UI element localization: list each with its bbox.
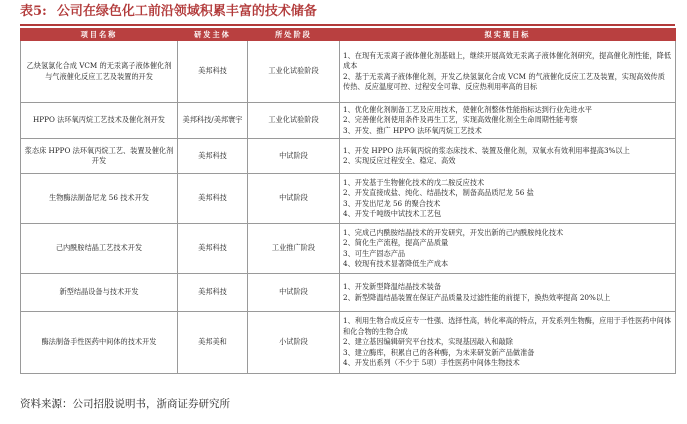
- goal-cell: [340, 103, 676, 139]
- goal-item: 1、开发 HPPO 法环氧丙烷的浆态床技术、装置及催化剂，双氧水有效利用率提高3%以上: [343, 145, 630, 155]
- table-number-label: 表5:: [20, 4, 47, 19]
- goal-cell: [340, 224, 676, 274]
- stage-cell: 工业化试验阶段: [248, 41, 340, 103]
- goal-item: 4、较现有技术显著降低生产成本: [343, 259, 449, 268]
- stage-cell: 中试阶段: [248, 139, 340, 174]
- column-header-project-name: 项目名称: [21, 29, 178, 41]
- goal-item: 1、在现有无汞离子液体催化剂基础上，继续开展高效无汞离子液体催化剂研究，提高催化剂性能，降低成本: [343, 50, 672, 70]
- table-row: [21, 174, 676, 224]
- tech-reserve-table: [20, 28, 676, 374]
- goal-item: 1、利用生物合成反应专一性强、选择性高，转化率高的特点，开发系列生物酶，应用于手性医药中间体和化合物的生物合成: [343, 316, 672, 336]
- rd-entity-cell: 美邦科技: [178, 224, 248, 274]
- table-title: [20, 2, 675, 22]
- column-header-rd-entity: 研发主体: [178, 29, 248, 41]
- table-title-bar: [20, 2, 675, 26]
- rd-entity-cell: 美邦科技: [178, 139, 248, 174]
- goal-item: 3、建立酶库，积累自己的各种酶，为未来研发新产品做准备: [343, 347, 535, 357]
- rd-entity-cell: 美邦科技: [178, 41, 248, 103]
- goal-item: 1、开发基于生物催化技术的戊二胺反应技术: [343, 177, 485, 187]
- goal-item: 4、开发千吨级中试技术工艺包: [343, 209, 442, 218]
- goal-item: 2、新型降温结晶装置在保证产品质量及过滤性能的前提下，换热效率提高 20%以上: [343, 292, 611, 302]
- project-name-cell: 浆态床 HPPO 法环氧丙烷工艺、装置及催化剂开发: [21, 139, 178, 174]
- goal-item: 2、实现反应过程安全、稳定、高效: [343, 156, 456, 165]
- goal-item: 1、优化催化剂制备工艺及应用技术，使催化剂整体性能指标达到行业先进水平: [343, 104, 592, 114]
- goal-item: 2、建立基因编辑研究平台技术，实现基因敲入和敲除: [343, 337, 513, 347]
- project-name-cell: 新型结晶设备与技术开发: [21, 274, 178, 312]
- column-header-goal: 拟实现目标: [340, 29, 676, 41]
- goal-cell: [340, 41, 676, 103]
- stage-cell: 小试阶段: [248, 312, 340, 374]
- goal-item: 3、开发、推广 HPPO 法环氧丙烷工艺技术: [343, 125, 482, 135]
- goal-cell: [340, 174, 676, 224]
- table-row: [21, 274, 676, 312]
- goal-item: 3、可生产固态产品: [343, 248, 406, 258]
- rd-entity-cell: 美邦科技: [178, 274, 248, 312]
- stage-cell: 工业推广阶段: [248, 224, 340, 274]
- goal-item: 4、开发出系列（不少于 5项）手性医药中间体生物技术: [343, 358, 520, 368]
- rd-entity-cell: 美邦科技: [178, 174, 248, 224]
- table-row: [21, 139, 676, 174]
- project-name-cell: 生物酶法制备尼龙 56 技术开发: [21, 174, 178, 224]
- stage-cell: 中试阶段: [248, 274, 340, 312]
- source-note: 资料来源：公司招股说明书，浙商证券研究所: [20, 398, 230, 410]
- table-row: [21, 41, 676, 103]
- table-header: [21, 29, 676, 41]
- project-name-cell: 乙炔氢氯化合成 VCM 的无汞离子液体催化剂与气液催化反应工艺及装置的开发: [21, 41, 178, 103]
- goal-item: 1、完成己内酰胺结晶技术的开发研究，开发出新的己内酰胺纯化技术: [343, 227, 564, 237]
- goal-item: 3、开发出尼龙 56 的聚合技术: [343, 198, 441, 208]
- table-row: [21, 224, 676, 274]
- goal-cell: [340, 312, 676, 374]
- column-header-stage: 所处阶段: [248, 29, 340, 41]
- goal-item: 1、开发新型降温结晶技术装备: [343, 282, 442, 291]
- table-row: [21, 312, 676, 374]
- goal-item: 2、开发直接成盐、纯化、结晶技术，制备高品质尼龙 56 盐: [343, 188, 534, 197]
- goal-item: 2、完善催化剂使用条件及再生工艺，实现高效催化剂全生命周期性能考察: [343, 115, 578, 125]
- stage-cell: 中试阶段: [248, 174, 340, 224]
- table-title-text: 公司在绿色化工前沿领域积累丰富的技术储备: [56, 4, 317, 19]
- goal-cell: [340, 274, 676, 312]
- rd-entity-cell: 美邦美和: [178, 312, 248, 374]
- rd-entity-cell: 美邦科技/美邦寰宇: [178, 103, 248, 139]
- goal-cell: [340, 139, 676, 174]
- project-name-cell: 己内酰胺结晶工艺技术开发: [21, 224, 178, 274]
- goal-item: 2、简化生产流程，提高产品质量: [343, 238, 449, 247]
- table-row: [21, 103, 676, 139]
- project-name-cell: 酶法制备手性医药中间体的技术开发: [21, 312, 178, 374]
- goal-item: 2、基于无汞离子液体催化剂，开发乙炔氢氯化合成 VCM 的气液催化反应工艺及装置，实现高效传质传热、反应温度可控、过程安全可靠、反应热利用率高的目标: [343, 71, 665, 91]
- stage-cell: 工业化试验阶段: [248, 103, 340, 139]
- table-body: [21, 41, 676, 374]
- project-name-cell: HPPO 法环氧丙烷工艺技术及催化剂开发: [21, 103, 178, 139]
